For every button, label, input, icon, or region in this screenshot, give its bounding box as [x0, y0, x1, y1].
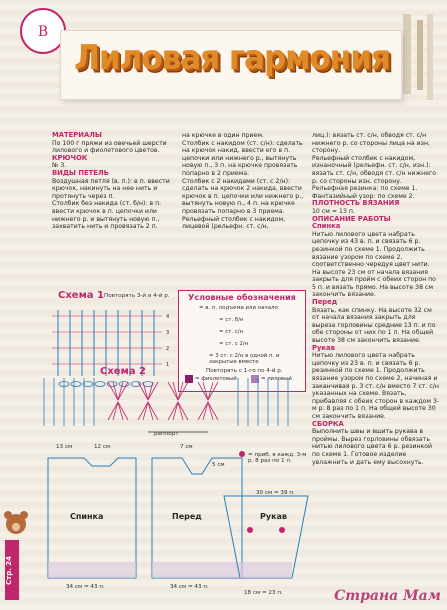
svg-text:1: 1: [166, 362, 170, 368]
materials-text: По 100 г пряжи из овечьей шерсти лилового и фиолетового цветов.: [52, 139, 167, 155]
measure-5cm: 5 см: [212, 462, 225, 468]
sbn-text: Столбик без накида (ст. б/н): в п. ввести крючок в п. цепочки или нижнего р. и вытянуть новую п., захватить нить и провязать 2 п.: [52, 200, 162, 231]
hook-text: № 3.: [52, 162, 67, 170]
density-text: 10 см = 13 п.: [312, 207, 355, 215]
svg-text:4: 4: [166, 314, 170, 320]
front-text: Вязать, как спинку. На высоте 32 см от начала вязания закрыть для выреза горловины средние 13 п. и по обе стороны от них по 1 п. На общей высоте 38 см закончить вязание.: [312, 306, 436, 345]
svg-text:В: В: [37, 24, 49, 40]
legend-item: = ст. б/н: [219, 317, 244, 323]
heading-sleeve: Рукав: [312, 343, 335, 352]
legend-title: Условные обозначения: [188, 293, 296, 302]
relief-purl-text: Рельефный столбик с накидом, изнаночный (рельефн. ст. с/н, изн.): вязать ст. с/н, обводя ст. с/н нижнего р. со стороны изн. сторону.: [312, 154, 437, 185]
heading-work: ОПИСАНИЕ РАБОТЫ: [312, 214, 391, 223]
heading-density: ПЛОТНОСТЬ ВЯЗАНИЯ: [312, 199, 400, 208]
sleeve-text: Нитью лилового цвета набрать цепочку из 23 в. п. и связать 6 р. резинкой по схеме 1. Продолжить вязание узором по схеме 2, начиная и заканчивая р. 3 ст. с/н вместо 7 ст. с/н указанных на схеме. Вязать, прибавляя с обеих сторон в каждом 3-м р. 8 раз по 1 п. На общей высоте 30 см закончить вязание.: [312, 352, 440, 420]
heading-materials: МАТЕРИАЛЫ: [52, 131, 102, 139]
scheme1-title: Схема 1: [58, 290, 104, 301]
fancy-text: Фантазийный узор: по схеме 2.: [312, 192, 415, 200]
legend-item: = фиолетовый: [195, 376, 237, 382]
legend-item: = ст. с/н: [219, 329, 244, 335]
vp-text: Воздушная петля (в. п.): в п. ввести крючок, накинуть на нее нить и протянуть через п.: [52, 177, 170, 200]
column-stitches: [182, 132, 308, 231]
measure-sleeve-top: 30 см = 39 п.: [256, 490, 295, 496]
s2n-text: Столбик с 2 накидами (ст. с 2/н): сделать на крючок 2 накида, ввести крючок в п. цепочки или нижнего р., вытянуть новую п., 4 п. на крючке провязать попарно в 3 приема.: [182, 177, 304, 215]
rapport-label: раппорт: [154, 431, 179, 437]
page-title: Лиловая гармония: [74, 38, 390, 78]
column-description: [312, 132, 440, 466]
ssn-text: Столбик с накидом (ст. с/н): сделать на крючок накид, ввести его в п. цепочки или нижнего р., вытянуть новую п., 3 п. на крючке провязать попарно в 2 приема.: [182, 139, 303, 177]
decor-ribbons: [397, 14, 439, 104]
front-label: Перед: [172, 512, 202, 521]
page-number: Стр. 24: [5, 540, 19, 600]
heading-assembly: СБОРКА: [312, 419, 344, 428]
scheme2-title: Схема 2: [100, 366, 146, 377]
relief-cont-text: лиц.): вязать ст. с/н, обводя ст. с/н нижнего р. со стороны лица на изн. сторону.: [312, 132, 430, 155]
measure-7cm: 7 см: [180, 444, 193, 450]
back-text: Нитью лилового цвета набрать цепочку из 43 в. п. и связать 6 р. резинкой по схеме 1. Продолжить вязание узором по схеме 2, соответственно чередуя цвет нити. На высоте 23 см от начала вязания закрыть для пройм с обеих сторон по 5 п. и вязать прямо. На высоте 38 см закончить вязание.: [312, 230, 436, 299]
increase-note: = приб. в кажд. 3-м р. 8 раз по 1 п.: [248, 452, 307, 464]
watermark: Страна Мам: [334, 588, 441, 604]
assembly-text: Выполнить швы и вшить рукава в проймы. Вырез горловины обвязать нитью лилового цвета 6 р. резинкой по схеме 1. Готовое изделие увлажнить и дать ему высохнуть.: [312, 428, 433, 466]
legend-item: = 3 ст. с 2/н в одной п. и закрытые вместе: [209, 353, 280, 365]
column-materials: [52, 132, 178, 231]
relief-text: Рельефный столбик с накидом, лицевой (рельефн. ст. с/н,: [182, 215, 286, 231]
measure-front-width: 34 см = 43 п.: [170, 584, 209, 590]
heading-loops: ВИДЫ ПЕТЕЛЬ: [52, 168, 109, 177]
measure-sleeve-width: 18 см = 23 п.: [244, 590, 283, 596]
measure-back-width: 34 см = 43 п.: [66, 584, 105, 590]
back-label: Спинка: [70, 512, 104, 521]
scheme2-repeat: Повторять с 1-го по 4-й р.: [206, 368, 283, 374]
measure-13cm: 13 см: [56, 444, 73, 450]
heading-front: Перед: [312, 298, 338, 307]
rib-text: Рельефная резинка: по схеме 1.: [312, 185, 418, 193]
sleeve-label: Рукав: [260, 512, 287, 521]
scheme2-diagram: [38, 376, 306, 438]
svg-text:2: 2: [166, 346, 170, 352]
bear-mascot-icon: [2, 508, 30, 538]
heading-hook: КРЮЧОК: [52, 153, 88, 162]
legend-item: = лиловый: [261, 376, 292, 382]
heading-back: Спинка: [312, 222, 341, 231]
continuation-text: на крючке в один прием.: [182, 132, 264, 139]
legend-item: = в. п. подъема или начало: [199, 305, 278, 311]
measure-12cm: 12 см: [94, 444, 111, 450]
svg-text:3: 3: [166, 330, 170, 336]
legend-item: = ст. с 2/н: [219, 341, 249, 347]
scheme1-repeat: Повторять 3-й и 4-й р.: [104, 293, 170, 299]
